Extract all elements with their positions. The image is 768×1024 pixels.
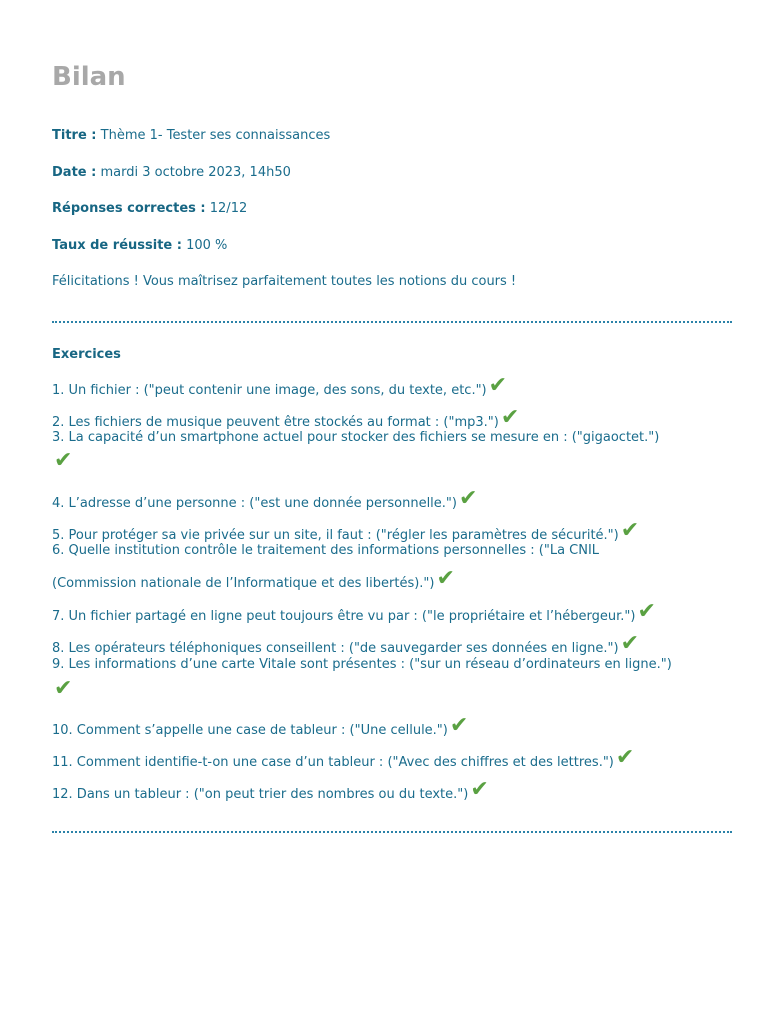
check-icon: ✔ bbox=[449, 713, 469, 738]
date-field bbox=[52, 165, 291, 180]
exercice-text: 3. La capacité d’un smartphone actuel pour stocker des fichiers se mesure en : ("gigaoctet.") bbox=[52, 430, 660, 445]
reponses-label: Réponses correctes : bbox=[52, 201, 206, 216]
exercice-text: 11. Comment identifie-t-on une case d’un tableur : ("Avec des chiffres et des lettres.") bbox=[52, 755, 614, 770]
exercice-text: 8. Les opérateurs téléphoniques conseillent : ("de sauvegarder ses données en ligne.") bbox=[52, 641, 619, 656]
exercice-item-2 bbox=[52, 407, 519, 430]
page-title: Bilan bbox=[52, 62, 126, 92]
taux-label: Taux de réussite : bbox=[52, 238, 182, 253]
exercice-item-4 bbox=[52, 488, 477, 511]
check-icon: ✔ bbox=[436, 566, 455, 591]
exercice-item-7 bbox=[52, 601, 656, 624]
dotted-divider-top bbox=[52, 321, 732, 323]
date-value: mardi 3 octobre 2023, 14h50 bbox=[100, 165, 291, 180]
exercice-text: 1. Un fichier : ("peut contenir une image, des sons, du texte, etc.") bbox=[52, 383, 487, 398]
exercice-text: 6. Quelle institution contrôle le traitement des informations personnelles : ("La CNIL bbox=[52, 543, 600, 558]
exercice-text: 4. L’adresse d’une personne : ("est une donnée personnelle.") bbox=[52, 496, 457, 511]
exercice-text: (Commission nationale de l’Informatique et des libertés).") bbox=[52, 576, 435, 591]
reponses-value: 12/12 bbox=[209, 201, 248, 216]
check-icon: ✔ bbox=[620, 631, 640, 656]
congrats-message: Félicitations ! Vous maîtrisez parfaitement toutes les notions du cours ! bbox=[52, 274, 517, 289]
check-icon: ✔ bbox=[615, 745, 635, 770]
exercice-text: 2. Les fichiers de musique peuvent être stockés au format : ("mp3.") bbox=[52, 415, 499, 430]
exercice-text: 10. Comment s’appelle une case de tableur : ("Une cellule.") bbox=[52, 723, 448, 738]
exercice-item-6 bbox=[52, 543, 599, 558]
exercice-item-8 bbox=[52, 633, 639, 656]
check-icon: ✔ bbox=[470, 777, 489, 802]
check-icon: ✔ bbox=[458, 486, 478, 511]
check-icon: ✔ bbox=[488, 373, 508, 398]
exercice-item-11 bbox=[52, 747, 634, 770]
titre-label: Titre : bbox=[52, 128, 97, 143]
exercice-item-9 bbox=[52, 657, 672, 672]
check-icon: ✔ bbox=[500, 405, 520, 430]
exercices-title: Exercices bbox=[52, 347, 121, 362]
exercice-text: 9. Les informations d’une carte Vitale sont présentes : ("sur un réseau d’ordinateurs en ligne.") bbox=[52, 657, 672, 672]
check-icon: ✔ bbox=[54, 676, 73, 701]
check-icon: ✔ bbox=[54, 448, 73, 473]
titre-field bbox=[52, 128, 330, 143]
dotted-divider-bottom bbox=[52, 831, 732, 833]
check-icon: ✔ bbox=[637, 599, 656, 624]
exercice-item-6-continued bbox=[52, 568, 455, 591]
exercice-text: 5. Pour protéger sa vie privée sur un site, il faut : ("régler les paramètres de sécurité.") bbox=[52, 528, 619, 543]
exercice-item-5 bbox=[52, 520, 639, 543]
date-label: Date : bbox=[52, 165, 97, 180]
reponses-field bbox=[52, 201, 247, 216]
exercice-item-12 bbox=[52, 779, 489, 802]
taux-value: 100 % bbox=[186, 238, 228, 253]
exercice-text: 12. Dans un tableur : ("on peut trier des nombres ou du texte.") bbox=[52, 787, 469, 802]
taux-field bbox=[52, 238, 227, 253]
exercice-item-3 bbox=[52, 430, 659, 445]
titre-value: Thème 1- Tester ses connaissances bbox=[100, 128, 331, 143]
exercice-item-1 bbox=[52, 375, 507, 398]
check-icon: ✔ bbox=[620, 518, 640, 543]
exercice-text: 7. Un fichier partagé en ligne peut toujours être vu par : ("le propriétaire et l’hébergeur.") bbox=[52, 609, 636, 624]
exercice-item-10 bbox=[52, 715, 468, 738]
